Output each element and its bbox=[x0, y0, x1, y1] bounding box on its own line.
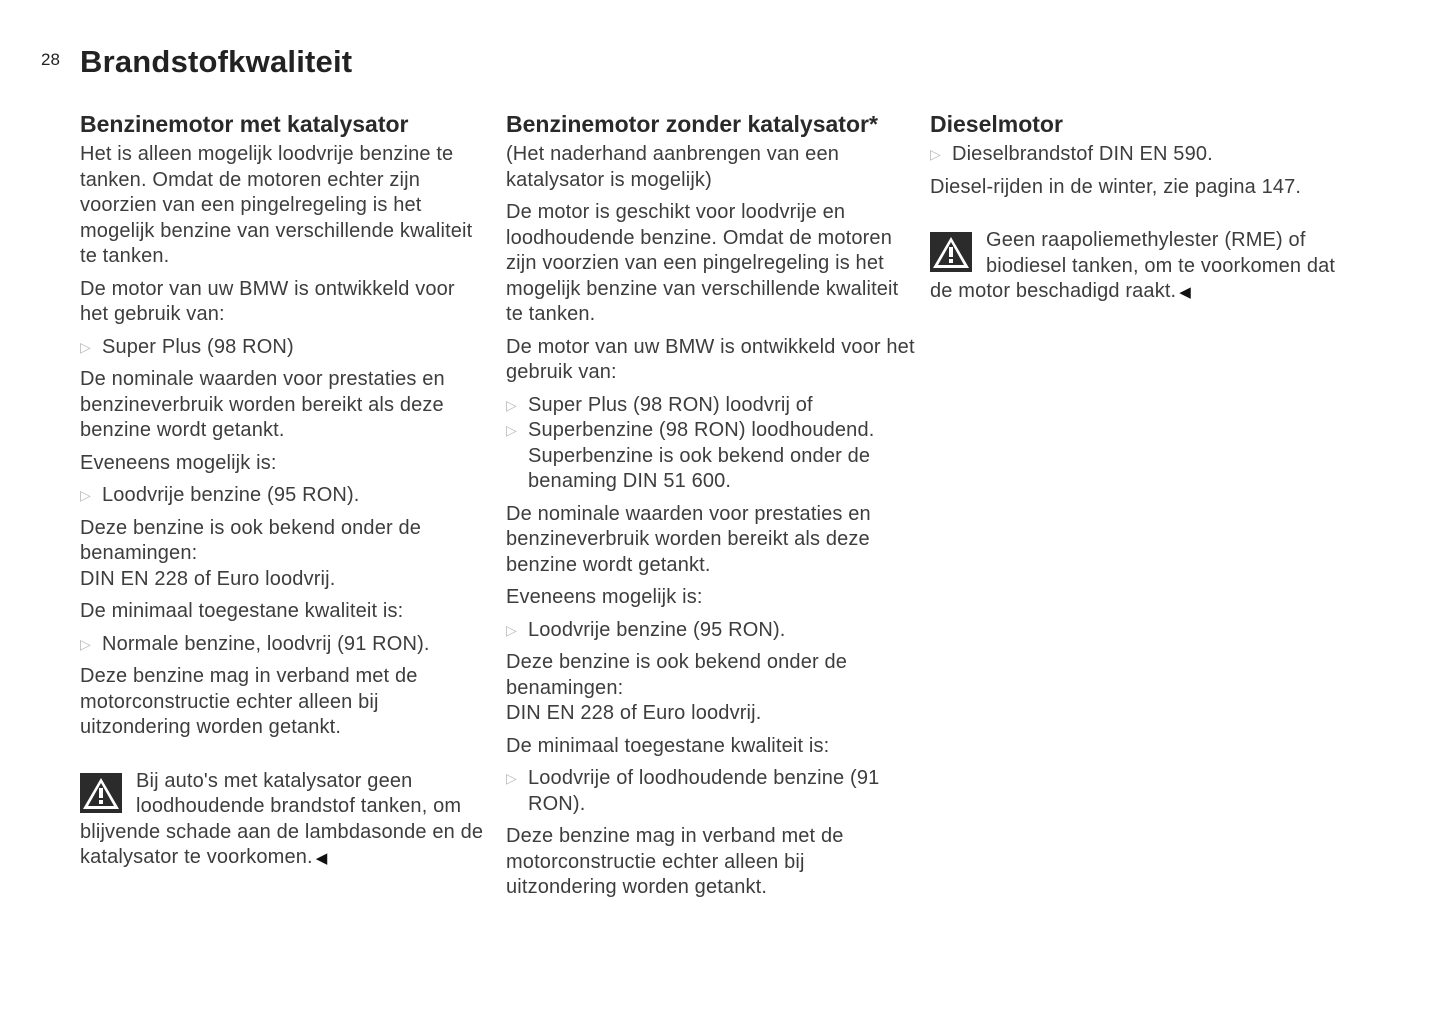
list-item-text: Normale benzine, loodvrij (91 RON). bbox=[102, 632, 430, 655]
list-item-text: Loodvrije benzine (95 RON). bbox=[528, 618, 786, 641]
list-item bbox=[80, 483, 485, 509]
list-item bbox=[80, 632, 485, 658]
list-item-text bbox=[528, 418, 916, 495]
paragraph: Eveneens mogelijk is: bbox=[506, 586, 703, 608]
list-item-note: Superbenzine is ook bekend onder de benaming DIN 51 600. bbox=[528, 444, 871, 492]
list-item-text: Super Plus (98 RON) loodvrij of bbox=[528, 393, 813, 416]
paragraph: De motor is geschikt voor loodvrije en loodhoudende benzine. Omdat de motoren zijn voorzien van een pingelregeling is het mogelijk benzine van verschillende kwaliteit te tanken. bbox=[506, 201, 899, 325]
end-mark-icon: ◀ bbox=[315, 850, 328, 867]
list-item bbox=[930, 142, 1340, 168]
paragraph-line: Deze benzine is ook bekend onder de benamingen: bbox=[506, 651, 848, 699]
section-heading: Dieselmotor bbox=[930, 111, 1063, 137]
warning-icon bbox=[930, 232, 972, 272]
bullet-arrow-icon: ▷ bbox=[506, 770, 517, 786]
warning-note bbox=[80, 769, 485, 872]
warning-icon bbox=[80, 773, 122, 813]
bullet-arrow-icon: ▷ bbox=[80, 338, 91, 355]
warning-text: Geen raapoliemethylester (RME) of biodiesel tanken, om te voorkomen dat de motor beschadigd raakt. bbox=[930, 229, 1336, 302]
paragraph-line: DIN EN 228 of Euro loodvrij. bbox=[506, 702, 762, 724]
paragraph: Diesel-rijden in de winter, zie pagina 147. bbox=[930, 175, 1302, 198]
bullet-arrow-icon: ▷ bbox=[506, 621, 517, 638]
section-heading: Benzinemotor met katalysator bbox=[80, 111, 409, 137]
paragraph: (Het naderhand aanbrengen van een katalysator is mogelijk) bbox=[506, 143, 839, 191]
warning-note bbox=[930, 228, 1340, 306]
paragraph: De minimaal toegestane kwaliteit is: bbox=[506, 734, 830, 757]
list-item-line: Superbenzine (98 RON) loodhoudend. bbox=[528, 419, 875, 441]
bullet-arrow-icon: ▷ bbox=[506, 422, 517, 438]
paragraph: De nominale waarden voor prestaties en benzineverbruik worden bereikt als deze benzine wordt getankt. bbox=[506, 502, 871, 576]
paragraph: De minimaal toegestane kwaliteit is: bbox=[80, 600, 404, 622]
list-item bbox=[506, 418, 916, 495]
section-no-catalyst bbox=[506, 109, 916, 908]
paragraph-line: Deze benzine is ook bekend onder de benamingen: bbox=[80, 516, 422, 564]
list-item-text: Dieselbrandstof DIN EN 590. bbox=[952, 143, 1213, 165]
paragraph bbox=[506, 650, 916, 727]
list-item bbox=[506, 618, 916, 644]
paragraph: De motor van uw BMW is ontwikkeld voor het gebruik van: bbox=[506, 335, 915, 383]
section-heading: Benzinemotor zonder katalysator* bbox=[506, 111, 878, 137]
bullet-arrow-icon: ▷ bbox=[80, 487, 91, 503]
page-title: Brandstofkwaliteit bbox=[80, 44, 353, 79]
paragraph-line: DIN EN 228 of Euro loodvrij. bbox=[80, 567, 336, 590]
paragraph: Deze benzine mag in verband met de motorconstructie echter alleen bij uitzondering worden getankt. bbox=[506, 825, 844, 898]
list-item-text: Loodvrije of loodhoudende benzine (91 RON). bbox=[528, 767, 880, 815]
paragraph: Deze benzine mag in verband met de motorconstructie echter alleen bij uitzondering worden getankt. bbox=[80, 665, 418, 738]
section-diesel bbox=[930, 109, 1340, 306]
bullet-arrow-icon: ▷ bbox=[80, 635, 91, 652]
paragraph: Eveneens mogelijk is: bbox=[80, 451, 277, 474]
list-item bbox=[80, 335, 485, 361]
list-item bbox=[506, 393, 916, 419]
list-item-text: Loodvrije benzine (95 RON). bbox=[102, 484, 360, 506]
list-item bbox=[506, 766, 916, 817]
paragraph: Het is alleen mogelijk loodvrije benzine te tanken. Omdat de motoren echter zijn voorzien van een pingelregeling is het mogelijk benzine van verschillende kwaliteit te tanken. bbox=[80, 143, 473, 267]
paragraph: De nominale waarden voor prestaties en benzineverbruik worden bereikt als deze benzine wordt getankt. bbox=[80, 368, 445, 441]
warning-text: Bij auto's met katalysator geen loodhoudende brandstof tanken, om blijvende schade aan de lambdasonde en de katalysator te voorkomen. bbox=[80, 769, 484, 868]
list-item-text: Super Plus (98 RON) bbox=[102, 335, 294, 358]
end-mark-icon: ◀ bbox=[1179, 284, 1191, 301]
page-number: 28 bbox=[41, 50, 60, 69]
paragraph: De motor van uw BMW is ontwikkeld voor het gebruik van: bbox=[80, 277, 455, 325]
bullet-arrow-icon: ▷ bbox=[930, 146, 941, 162]
paragraph bbox=[80, 516, 485, 593]
section-catalyst bbox=[80, 109, 485, 872]
bullet-arrow-icon: ▷ bbox=[506, 396, 517, 413]
